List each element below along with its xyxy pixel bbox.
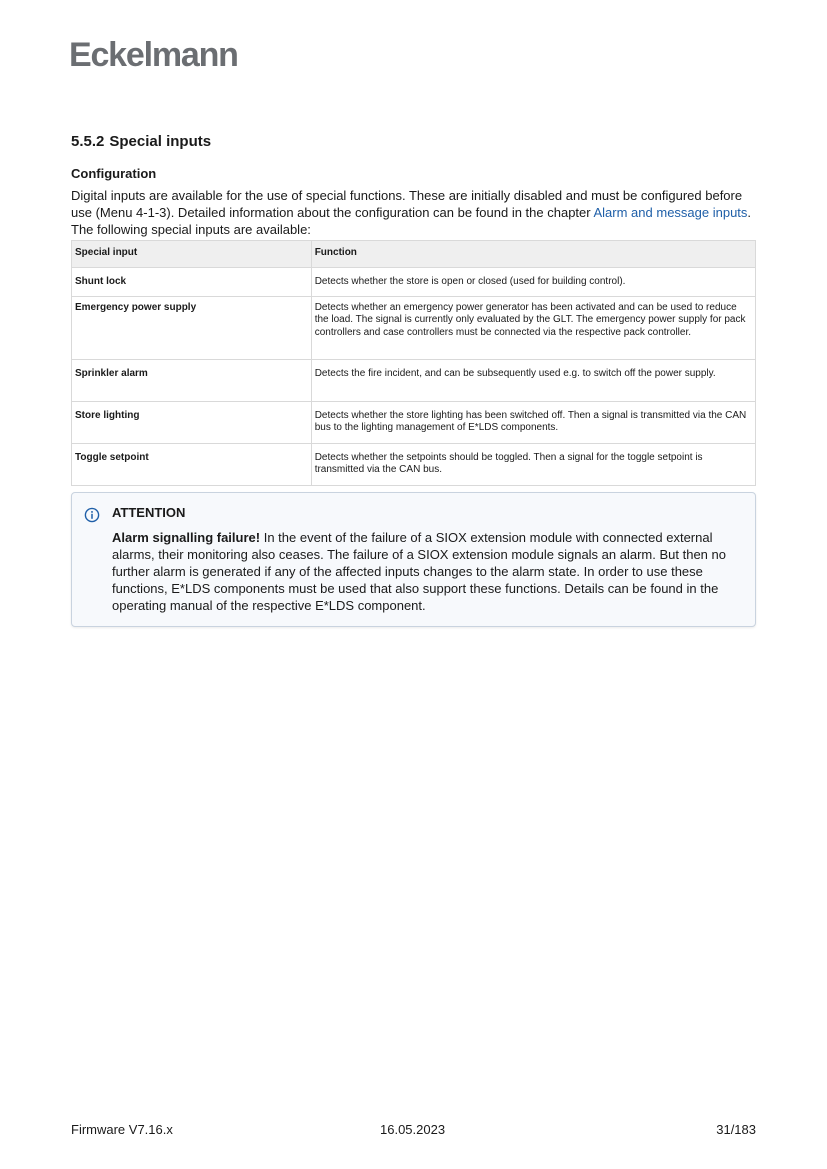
- table-row: [72, 359, 756, 401]
- input-function: Detects the fire incident, and can be subsequently used e.g. to switch off the power supply.: [311, 359, 755, 401]
- table-row: [72, 296, 756, 359]
- input-name: Emergency power supply: [72, 296, 312, 359]
- notice-lead: Alarm signalling failure!: [112, 529, 261, 545]
- input-name: Store lighting: [72, 401, 312, 443]
- subsection-title: Configuration: [71, 166, 157, 181]
- intro-paragraph: [71, 187, 756, 238]
- footer-page-number: 31/183: [716, 1122, 756, 1137]
- notice-text: In the event of the failure of a SIOX extension module with connected external alarms, their monitoring also ceases. The failure of a SIOX extension module signals an alarm. But then no further alarm is generated if any of the affected inputs changes to the alarm state. In order to use these functions, E*LDS components must be used that also support these functions. Details can be found in the operating manual of the respective E*LDS component.: [112, 529, 726, 613]
- attention-notice: [71, 492, 756, 627]
- intro-text-before: Digital inputs are available for the use of special functions. These are initially disabled and must be configured before use (Menu 4-1-3). Detailed information about the configuration can be found in the chapter: [71, 188, 743, 220]
- footer-date: 16.05.2023: [380, 1122, 446, 1137]
- input-name: Toggle setpoint: [72, 443, 312, 485]
- section-title: Special inputs: [109, 133, 212, 150]
- intro-text-after: . The following special inputs are available:: [71, 205, 752, 237]
- notice-title: ATTENTION: [112, 504, 186, 520]
- info-icon: [84, 507, 100, 523]
- input-function: Detects whether the store is open or closed (used for building control).: [311, 267, 755, 296]
- input-function: Detects whether the setpoints should be toggled. Then a signal for the toggle setpoint is transmitted via the CAN bus.: [311, 443, 755, 485]
- section-heading: [71, 132, 756, 152]
- table-row: [72, 401, 756, 443]
- alarm-message-inputs-link[interactable]: Alarm and message inputs: [593, 205, 748, 220]
- special-inputs-table: [71, 240, 756, 486]
- section-number: 5.5.2: [71, 133, 105, 150]
- notice-body: [112, 529, 735, 614]
- table-row: [72, 267, 756, 296]
- table-row: [72, 443, 756, 485]
- input-function: Detects whether the store lighting has been switched off. Then a signal is transmitted via the CAN bus to the lighting management of E*LDS components.: [311, 401, 755, 443]
- column-header-function: Function: [311, 241, 755, 268]
- input-function: Detects whether an emergency power generator has been activated and can be used to reduce the load. The signal is currently only evaluated by the GLT. The emergency power supply for pack controllers and case controllers must be connected via the respective pack controller.: [311, 296, 755, 359]
- footer-firmware: Firmware V7.16.x: [71, 1122, 173, 1137]
- company-logo: Eckelmann: [69, 36, 238, 74]
- page-footer: [71, 1122, 756, 1140]
- input-name: Shunt lock: [72, 267, 312, 296]
- page-content: [71, 132, 756, 627]
- table-header-row: [72, 241, 756, 268]
- input-name: Sprinkler alarm: [72, 359, 312, 401]
- column-header-special-input: Special input: [72, 241, 312, 268]
